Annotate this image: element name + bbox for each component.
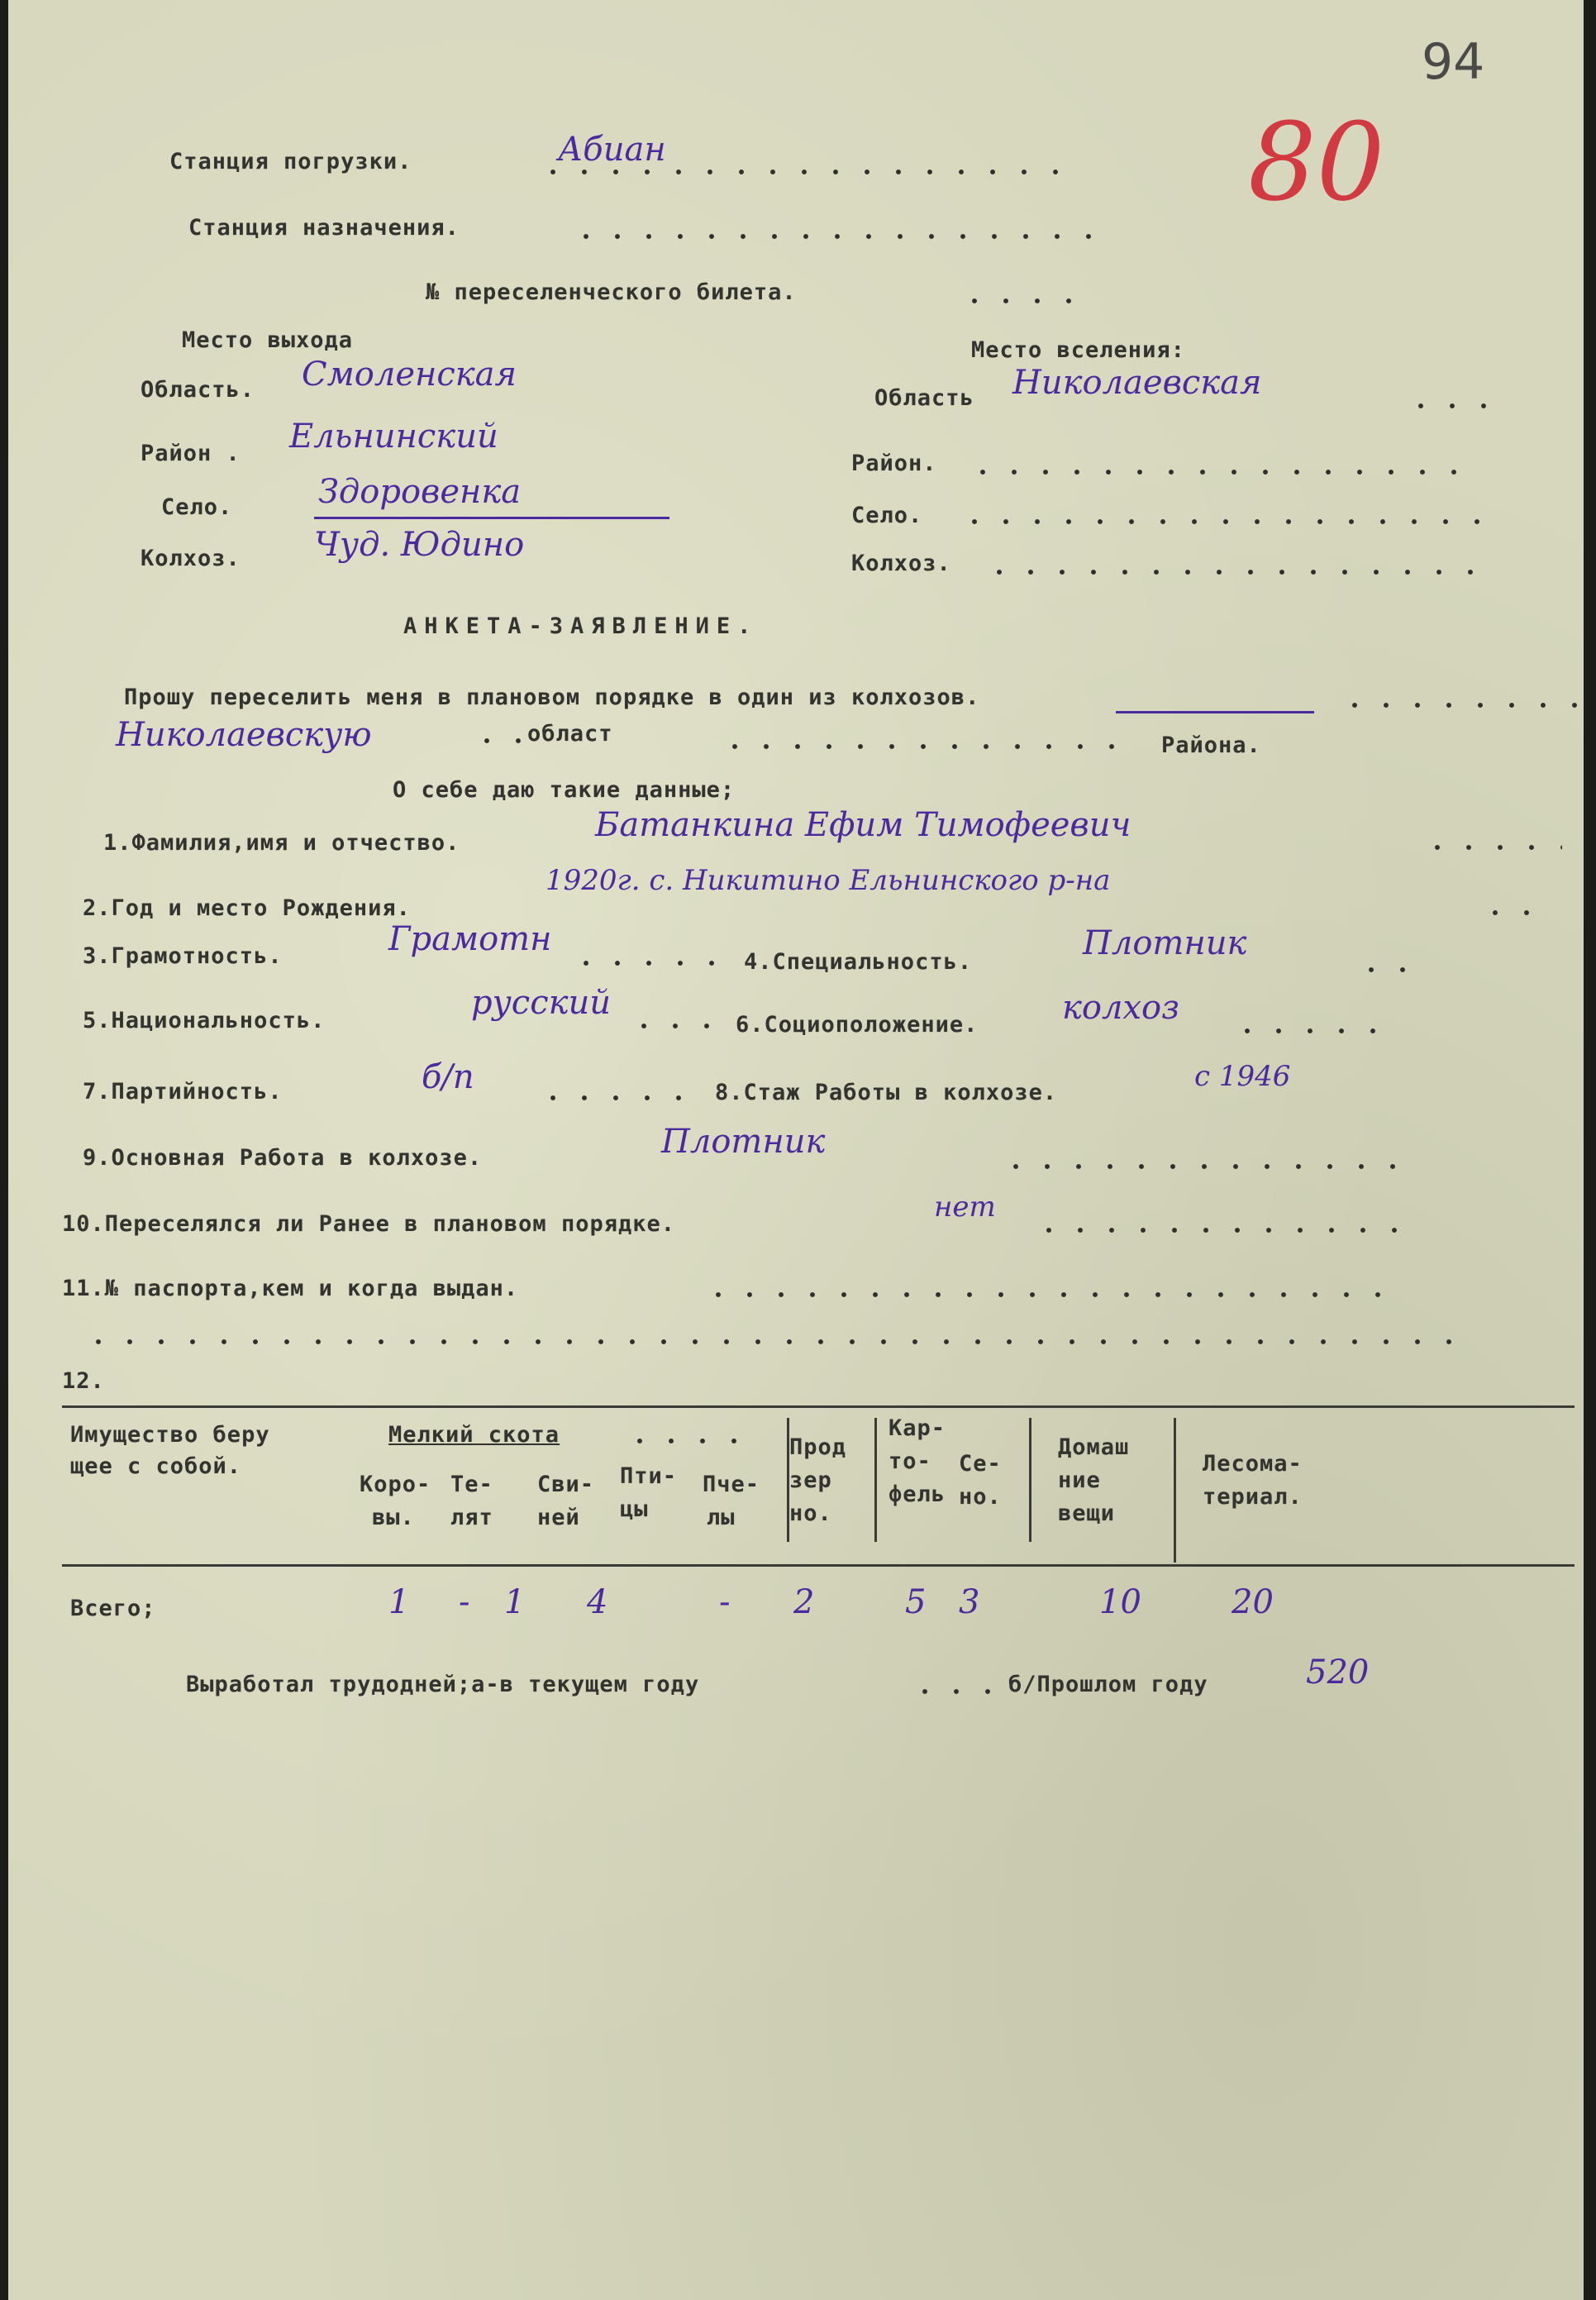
- dest-kolkhoz-label: Колхоз.: [851, 551, 951, 576]
- q5-label: 5.Национальность.: [83, 1008, 326, 1033]
- oblast-word: област: [527, 721, 613, 747]
- destination-heading: Место вселения:: [971, 337, 1185, 363]
- typed-underline: [1116, 711, 1314, 713]
- dotted-line: [471, 738, 521, 743]
- loading-station-label: Станция погрузки.: [169, 149, 412, 174]
- dest-oblast-value: Николаевская: [1012, 364, 1262, 402]
- col-food-3: но.: [789, 1501, 832, 1526]
- document-page: [8, 0, 1584, 2300]
- dotted-line: [967, 470, 1479, 475]
- col-household-2: ние: [1058, 1467, 1101, 1493]
- q7-value: б/п: [422, 1058, 474, 1096]
- about-text: О себе даю такие данные;: [393, 777, 736, 803]
- ticket-label: № переселенческого билета.: [426, 279, 797, 305]
- col-cows-2: вы.: [372, 1505, 415, 1530]
- dotted-line: [1422, 845, 1562, 850]
- column-separator: [787, 1418, 789, 1542]
- dotted-line: [984, 570, 1479, 575]
- col-lumber-2: териал.: [1203, 1484, 1303, 1510]
- dest-oblast-label: Область: [874, 385, 974, 411]
- q5-value: русский: [471, 984, 612, 1022]
- total-hay: 3: [959, 1583, 980, 1621]
- request-text: Прошу переселить меня в плановом порядке в один из колхозов.: [124, 685, 980, 710]
- q8-value: с 1946: [1194, 1060, 1291, 1093]
- table-top-rule: [62, 1405, 1575, 1408]
- q2-label: 2.Год и место Рождения.: [83, 895, 411, 921]
- origin-oblast-label: Область.: [141, 377, 255, 403]
- col-bees-1: Пче-: [703, 1472, 760, 1497]
- column-separator: [1174, 1418, 1176, 1563]
- workdays-prev-label: б/Прошлом году: [1008, 1672, 1208, 1697]
- dotted-line: [83, 1339, 1471, 1344]
- col-calves-2: лят: [450, 1505, 493, 1530]
- dotted-line: [570, 234, 1091, 239]
- workdays-prev-value: 520: [1306, 1653, 1370, 1692]
- q4-value: Плотник: [1083, 924, 1247, 962]
- total-food: 2: [793, 1583, 815, 1621]
- col-potato-1: Кар-: [889, 1415, 946, 1441]
- q4-label: 4.Специальность.: [744, 949, 973, 975]
- dotted-line: [719, 744, 1116, 749]
- origin-kolkhoz-value: Чуд. Юдино: [314, 526, 525, 564]
- col-potato-3: фель: [889, 1482, 946, 1507]
- red-pencil-mark: 80: [1248, 99, 1385, 225]
- dotted-line: [1355, 967, 1405, 972]
- col-lumber-1: Лесома-: [1203, 1451, 1303, 1477]
- rayon-word: Района.: [1161, 732, 1261, 758]
- dotted-line: [959, 519, 1479, 524]
- table-bottom-rule: [62, 1564, 1575, 1567]
- page-number: 94: [1422, 33, 1485, 91]
- origin-rayon-label: Район .: [141, 441, 241, 466]
- total-cows: 1: [388, 1583, 410, 1621]
- origin-heading: Место выхода: [182, 327, 354, 353]
- dotted-line: [959, 298, 1074, 303]
- q8-label: 8.Стаж Работы в колхозе.: [715, 1080, 1058, 1105]
- total-birds: 4: [587, 1583, 608, 1621]
- dotted-line: [537, 1095, 703, 1100]
- dotted-line: [1000, 1164, 1397, 1169]
- q3-label: 3.Грамотность.: [83, 943, 283, 969]
- total-lumber: 20: [1232, 1583, 1274, 1621]
- total-bees: -: [719, 1583, 731, 1621]
- q10-value: нет: [934, 1191, 996, 1224]
- col-household-1: Домаш: [1058, 1434, 1130, 1460]
- dotted-line: [703, 1292, 1405, 1297]
- col-birds-2: цы: [620, 1496, 649, 1522]
- property-label-2: щее с собой.: [70, 1453, 242, 1479]
- col-birds-1: Пти-: [620, 1463, 678, 1489]
- origin-selo-value: Здоровенка: [318, 473, 522, 511]
- total-pigs: 1: [504, 1583, 526, 1621]
- total-label: Всего;: [70, 1596, 156, 1621]
- col-household-3: вещи: [1058, 1501, 1116, 1526]
- q2-value: 1920г. с. Никитино Ельнинского р-на: [545, 864, 1111, 897]
- dotted-line: [1479, 910, 1554, 915]
- col-hay-1: Се-: [959, 1451, 1002, 1477]
- col-cows-1: Коро-: [360, 1472, 431, 1497]
- dotted-line: [909, 1689, 1000, 1694]
- col-pigs-2: ней: [537, 1505, 580, 1530]
- origin-selo-label: Село.: [161, 494, 233, 520]
- col-bees-2: лы: [707, 1505, 736, 1530]
- origin-kolkhoz-label: Колхоз.: [141, 546, 241, 571]
- property-label-1: Имущество беру: [70, 1422, 270, 1448]
- origin-oblast-value: Смоленская: [302, 355, 517, 394]
- col-calves-1: Те-: [450, 1472, 493, 1497]
- q3-value: Грамотн: [388, 920, 552, 958]
- dotted-line: [1033, 1228, 1397, 1233]
- col-food-1: Прод: [789, 1434, 847, 1460]
- total-calves: -: [459, 1583, 470, 1621]
- workdays-label: Выработал трудодней;а-в текущем году: [186, 1672, 700, 1697]
- column-separator: [874, 1418, 877, 1542]
- handwritten-underline: [314, 517, 669, 519]
- dest-rayon-label: Район.: [851, 451, 937, 476]
- dotted-line: [1339, 703, 1587, 708]
- column-separator: [1029, 1418, 1031, 1542]
- request-oblast-value: Николаевскую: [116, 716, 372, 754]
- col-food-2: зер: [789, 1467, 832, 1493]
- dotted-line: [628, 1024, 719, 1028]
- origin-rayon-value: Ельнинский: [289, 418, 498, 456]
- q7-label: 7.Партийность.: [83, 1079, 283, 1105]
- col-pigs-1: Сви-: [537, 1472, 595, 1497]
- q10-label: 10.Переселялся ли Ранее в плановом порядке.: [62, 1211, 675, 1237]
- form-title: АНКЕТА-ЗАЯВЛЕНИЕ.: [403, 613, 759, 639]
- col-potato-2: то-: [889, 1448, 931, 1474]
- total-potato: 5: [905, 1583, 927, 1621]
- dotted-line: [537, 169, 1066, 174]
- livestock-group-header: Мелкий скота: [388, 1422, 560, 1448]
- dotted-line: [624, 1439, 748, 1443]
- q1-value: Батанкина Ефим Тимофеевич: [595, 806, 1131, 844]
- q12-label: 12.: [62, 1368, 105, 1394]
- q6-value: колхоз: [1062, 989, 1179, 1027]
- dest-station-label: Станция назначения.: [188, 215, 460, 241]
- total-household: 10: [1099, 1583, 1141, 1621]
- dotted-line: [570, 961, 719, 966]
- q1-label: 1.Фамилия,имя и отчество.: [103, 830, 460, 856]
- q9-label: 9.Основная Работа в колхозе.: [83, 1145, 483, 1171]
- dest-selo-label: Село.: [851, 503, 923, 528]
- dotted-line: [1405, 403, 1488, 408]
- dotted-line: [1232, 1028, 1380, 1033]
- q11-label: 11.№ паспорта,кем и когда выдан.: [62, 1276, 519, 1301]
- loading-station-value: Абиан: [558, 131, 666, 169]
- col-hay-2: но.: [959, 1484, 1002, 1510]
- q9-value: Плотник: [661, 1123, 826, 1161]
- q6-label: 6.Социоположение.: [736, 1012, 979, 1038]
